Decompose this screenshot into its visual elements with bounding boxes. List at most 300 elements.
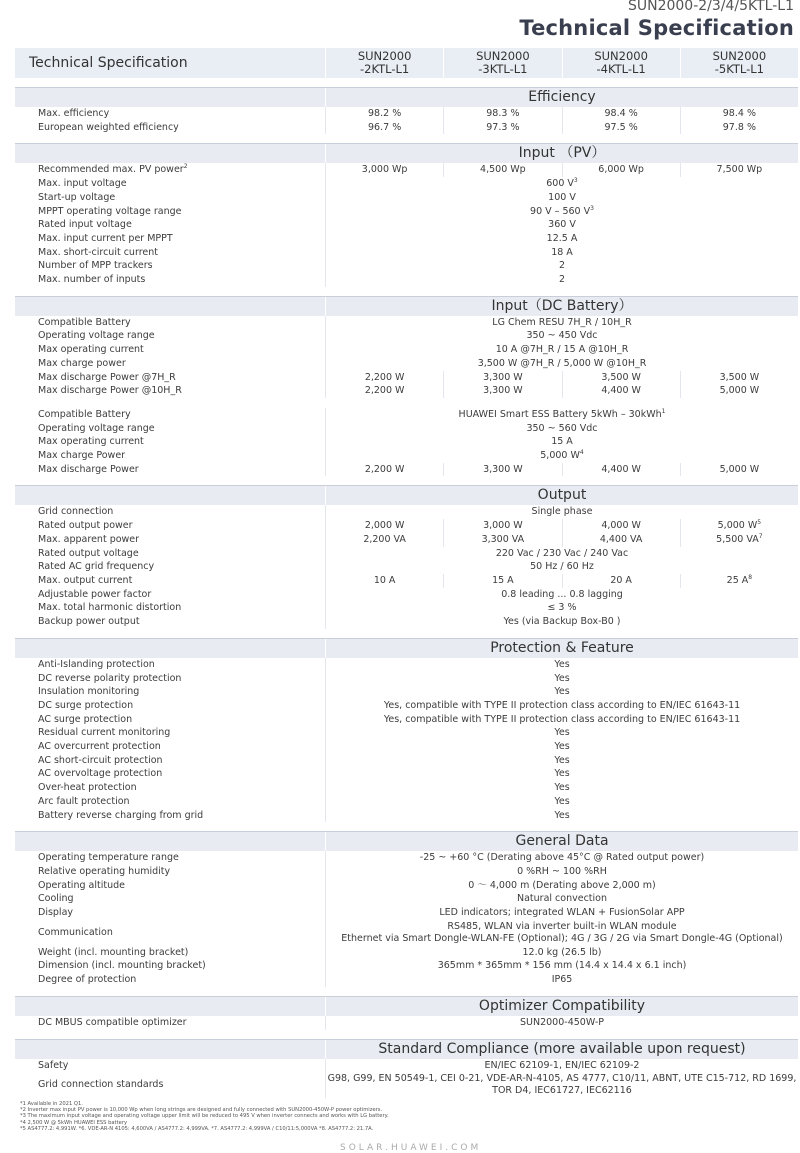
spec-value-shared: [326, 588, 798, 602]
spec-row: [15, 560, 798, 574]
spec-row: [15, 973, 798, 987]
section-header: [15, 831, 798, 851]
footnote: *4 2,500 W @ 5kWh HUAWEI ESS battery: [20, 1119, 128, 1126]
section-title: Input （PV）: [326, 144, 798, 163]
spec-label-text: Max. apparent power: [38, 533, 140, 545]
spec-label-text: Grid connection: [38, 506, 114, 518]
spec-value-cell: [680, 107, 798, 121]
spec-label: [15, 357, 325, 371]
footnote: *2 Inverter max input PV power is 10,000 Wp when long strings are designed and fully connected with SUN2000-450W-P power optimizers.: [20, 1107, 383, 1114]
spec-value-text: 2,000 W: [364, 520, 405, 532]
spec-value-text: SUN2000-450W-P: [520, 1016, 604, 1028]
spec-value-text: 90 V – 560 V: [530, 205, 591, 217]
spec-value-text: 10 A @7H_R / 15 A @10H_R: [495, 344, 629, 356]
spec-row: [15, 449, 798, 463]
spec-value-text: 220 Vac / 230 Vac / 240 Vac: [495, 547, 629, 559]
model-suffix: -5KTL-L1: [714, 62, 764, 76]
spec-values: [325, 685, 798, 699]
spec-value-text: 97.5 %: [604, 121, 638, 133]
footnote-marker: 7: [758, 532, 763, 540]
spec-row: [15, 246, 798, 260]
spec-row: [15, 232, 798, 246]
spec-row: [15, 851, 798, 865]
table-header-label: Technical Specification: [29, 55, 188, 71]
spec-value-text: EN/IEC 62109-1, EN/IEC 62109-2: [484, 1059, 640, 1071]
spec-row: [15, 177, 798, 191]
spec-value-text: 3,300 W: [483, 371, 523, 383]
spec-row: [15, 422, 798, 436]
spec-value-text: 2,200 W: [364, 371, 405, 383]
spec-label: [15, 384, 325, 398]
spec-values: [325, 547, 798, 561]
spec-label-text: Start-up voltage: [38, 191, 116, 203]
spec-value-text: 3,000 W: [483, 520, 523, 532]
spec-value-shared: [326, 699, 798, 713]
spec-label: [15, 163, 325, 177]
spec-row: [15, 519, 798, 533]
spec-value-text: LED indicators; integrated WLAN + FusionSolar APP: [439, 907, 685, 919]
model-name: SUN2000: [476, 49, 530, 63]
spec-value-cell: [562, 107, 680, 121]
spec-row: [15, 547, 798, 561]
spec-value-text: ≤ 3 %: [547, 602, 577, 614]
spec-values: [325, 329, 798, 343]
spec-value-text: 4,400 W: [601, 385, 641, 397]
spec-value-cell: [680, 371, 798, 385]
spec-value-cell: [326, 371, 443, 385]
section-header-spacer: [15, 997, 326, 1016]
spec-value-text: Yes, compatible with TYPE II protection class according to EN/IEC 61643-11: [383, 699, 741, 711]
spec-value-shared: [326, 357, 798, 371]
section-header-spacer: [15, 144, 326, 163]
spec-label: [15, 574, 325, 588]
spec-label-text: Max. efficiency: [38, 108, 110, 119]
spec-value-shared: [326, 795, 798, 809]
section-title: Standard Compliance (more available upon request): [326, 1040, 798, 1059]
spec-label-text: Communication: [38, 926, 113, 938]
spec-value-text: Yes: [554, 672, 570, 684]
footnote: *3 The maximum input voltage and operating voltage upper limit will be reduced to 495 V when inverter connects and works with LG battery.: [20, 1113, 389, 1120]
section-header: [15, 87, 798, 107]
spec-row: [15, 946, 798, 960]
spec-label: [15, 685, 325, 699]
section-header: [15, 1039, 798, 1059]
spec-section: [15, 296, 798, 477]
spec-label: [15, 658, 325, 672]
spec-section: [15, 831, 798, 987]
spec-values: [325, 273, 798, 287]
spec-values: [325, 959, 798, 973]
spec-value-cell: [326, 533, 443, 547]
spec-label: [15, 273, 325, 287]
spec-label: [15, 343, 325, 357]
spec-value-text: 50 Hz / 60 Hz: [530, 561, 594, 573]
spec-value-shared: [326, 946, 798, 960]
section-title: Protection & Feature: [326, 639, 798, 658]
spec-row: [15, 754, 798, 768]
spec-values: [325, 767, 798, 781]
spec-row: [15, 1059, 798, 1073]
spec-label-text: Number of MPP trackers: [38, 260, 153, 272]
spec-value-shared: [326, 809, 798, 823]
spec-value-shared: [326, 767, 798, 781]
spec-label: [15, 435, 325, 449]
spec-value-text: -25 ~ +60 °C (Derating above 45°C @ Rated output power): [419, 852, 705, 864]
spec-value-text: 350 ~ 450 Vdc: [526, 330, 598, 342]
spec-values: [325, 1059, 798, 1073]
spec-value-cell: [326, 574, 443, 588]
spec-row: [15, 316, 798, 330]
spec-label-text: Degree of protection: [38, 974, 137, 986]
spec-value-text: 6,000 Wp: [598, 164, 644, 176]
spec-values: [325, 851, 798, 865]
spec-value-text: 4,500 Wp: [480, 164, 526, 176]
spec-label-text: Display: [38, 907, 74, 919]
spec-section: [15, 638, 798, 822]
spec-label-text: Backup power output: [38, 616, 140, 628]
spec-values: [325, 519, 798, 533]
spec-values: [325, 946, 798, 960]
spec-value-text: 5,000 W: [719, 385, 760, 397]
spec-values: [325, 1016, 798, 1030]
spec-values: [325, 892, 798, 906]
spec-values: [325, 163, 798, 177]
spec-value-text: 2,200 W: [364, 385, 405, 397]
spec-value-shared: [326, 505, 798, 519]
spec-section: [15, 87, 798, 134]
spec-value-text: 2: [558, 260, 566, 272]
spec-value-text: 3,300 W: [483, 463, 523, 475]
section-header-spacer: [15, 1040, 326, 1059]
spec-value-cell: [443, 371, 561, 385]
spec-value-shared: [326, 316, 798, 330]
spec-value-text: HUAWEI Smart ESS Battery 5kWh – 30kWh: [458, 408, 662, 420]
spec-label: [15, 463, 325, 477]
spec-label: [15, 615, 325, 629]
spec-value-text: 18 A: [551, 246, 573, 258]
spec-value-text: 0.8 leading ... 0.8 lagging: [501, 588, 623, 600]
spec-label-text: Grid connection standards: [38, 1079, 164, 1091]
spec-value-shared: [326, 615, 798, 629]
spec-label-text: Battery reverse charging from grid: [38, 809, 204, 821]
spec-label: [15, 754, 325, 768]
spec-label: [15, 533, 325, 547]
spec-value-text: 96.7 %: [368, 121, 402, 133]
spec-value-text: 600 V: [546, 178, 574, 190]
spec-value-shared: [326, 408, 798, 422]
spec-label-text: Max. input current per MPPT: [38, 232, 173, 244]
spec-values: [325, 435, 798, 449]
spec-values: [325, 205, 798, 219]
spec-value-text: 2,200 VA: [363, 533, 406, 545]
spec-label-text: Safety: [38, 1059, 69, 1071]
spec-label: [15, 879, 325, 893]
spec-values: [325, 246, 798, 260]
spec-row: [15, 865, 798, 879]
spec-row: [15, 574, 798, 588]
spec-value-shared: [326, 754, 798, 768]
spec-value-shared: [326, 259, 798, 273]
spec-value-text: 12.0 kg (26.5 lb): [522, 946, 602, 958]
footnote-marker: 1: [661, 407, 666, 415]
spec-value-shared: [326, 560, 798, 574]
spec-value-shared: [326, 343, 798, 357]
spec-value-shared: [326, 879, 798, 893]
spec-label-text: AC surge protection: [38, 713, 133, 725]
spec-value-text: Yes: [554, 658, 570, 670]
spec-value-text: 15 A: [492, 574, 514, 586]
spec-label: [15, 191, 325, 205]
spec-value-text: 4,400 W: [601, 463, 641, 475]
spec-label-text: Recommended max. PV power: [38, 164, 184, 176]
spec-value-cell: [443, 107, 561, 121]
spec-value-text: 5,000 W: [540, 450, 580, 462]
spec-row: [15, 259, 798, 273]
spec-label-text: Rated output power: [38, 520, 133, 532]
spec-label-text: Relative operating humidity: [38, 865, 171, 877]
spec-value-shared: [326, 658, 798, 672]
spec-value-shared: [326, 685, 798, 699]
model-suffix: -4KTL-L1: [596, 62, 646, 76]
spec-value-text: RS485, WLAN via inverter built-in WLAN module: [447, 920, 677, 932]
spec-label: [15, 408, 325, 422]
spec-label-text: Operating temperature range: [38, 852, 179, 864]
spec-row: [15, 906, 798, 920]
spec-value-cell: [443, 121, 561, 135]
spec-value-cell: [326, 463, 443, 477]
spec-values: [325, 754, 798, 768]
spec-label: [15, 726, 325, 740]
spec-label-text: Weight (incl. mounting bracket): [38, 946, 189, 958]
spec-label: [15, 177, 325, 191]
model-column-4ktl: [562, 48, 680, 78]
section-header-spacer: [15, 486, 326, 505]
spec-value-text: 3,300 VA: [481, 533, 525, 545]
spec-label: [15, 892, 325, 906]
spec-label: [15, 316, 325, 330]
spec-label-text: European weighted efficiency: [38, 121, 179, 133]
spec-value-cell: [443, 574, 561, 588]
spec-value-text: 365mm * 365mm * 156 mm (14.4 x 14.4 x 6.1 inch): [437, 960, 687, 972]
spec-values: [325, 809, 798, 823]
spec-label: [15, 519, 325, 533]
spec-value-text-line2: Ethernet via Smart Dongle-WLAN-FE (Optional); 4G / 3G / 2G via Smart Dongle-4G (Optional): [341, 932, 783, 944]
spec-value-cell: [443, 384, 561, 398]
spec-value-shared: [326, 422, 798, 436]
spec-values: [325, 795, 798, 809]
section-header: [15, 485, 798, 505]
spec-value-text: Yes: [554, 754, 570, 766]
spec-value-cell: [680, 121, 798, 135]
spec-values: [325, 177, 798, 191]
spec-label: [15, 906, 325, 920]
section-header: [15, 143, 798, 163]
spec-label-text: DC reverse polarity protection: [38, 672, 182, 684]
spec-label: [15, 560, 325, 574]
spec-label: [15, 205, 325, 219]
spec-value-cell: [326, 121, 443, 135]
spec-label: [15, 449, 325, 463]
spec-label-text: Residual current monitoring: [38, 727, 171, 739]
spec-value-text: IP65: [551, 974, 573, 986]
spec-row: [15, 713, 798, 727]
spec-row: [15, 781, 798, 795]
spec-value-text: 98.2 %: [368, 108, 402, 119]
spec-value-text: Single phase: [531, 506, 593, 518]
spec-values: [325, 533, 798, 547]
spec-row: [15, 601, 798, 615]
spec-label-text: Max discharge Power @10H_R: [38, 385, 182, 397]
spec-value-text: 25 A: [726, 574, 749, 586]
spec-value-shared: [326, 205, 798, 219]
spec-values: [325, 422, 798, 436]
spec-label: [15, 672, 325, 686]
spec-row: [15, 1016, 798, 1030]
spec-value-text: 20 A: [610, 574, 632, 586]
spec-row: [15, 588, 798, 602]
spec-label: [15, 1072, 325, 1098]
spec-value-shared: [326, 865, 798, 879]
spec-value-shared: [326, 246, 798, 260]
spec-row: [15, 371, 798, 385]
spec-value-cell: [443, 163, 561, 177]
spec-value-text: 5,500 VA: [716, 533, 759, 545]
spec-values: [325, 384, 798, 398]
spec-label-text: Rated AC grid frequency: [38, 561, 155, 573]
spec-value-cell: [326, 163, 443, 177]
spec-label-text: Insulation monitoring: [38, 686, 140, 698]
spec-label-text: Rated output voltage: [38, 547, 139, 559]
spec-label-text: Dimension (incl. mounting bracket): [38, 960, 206, 972]
spec-values: [325, 588, 798, 602]
section-header: [15, 296, 798, 316]
spec-label: [15, 422, 325, 436]
website-url: SOLAR.HUAWEI.COM: [340, 1143, 482, 1153]
spec-value-text: Yes: [554, 768, 570, 780]
spec-value-text: 15 A: [551, 436, 573, 448]
spec-section: [15, 143, 798, 286]
spec-values: [325, 343, 798, 357]
spec-values: [325, 505, 798, 519]
spec-row: [15, 408, 798, 422]
spec-value-text-line2: TOR D4, IEC61727, IEC62116: [492, 1085, 632, 1097]
spec-label-text: Compatible Battery: [38, 316, 131, 328]
spec-values: [325, 357, 798, 371]
spec-value-cell: [562, 384, 680, 398]
spec-row: [15, 658, 798, 672]
spec-label-text: Max operating current: [38, 436, 144, 448]
spec-value-cell: [326, 107, 443, 121]
section-title: Input（DC Battery）: [326, 297, 798, 316]
footnote-marker: 3: [573, 177, 578, 185]
spec-value-text: 0 %RH ~ 100 %RH: [517, 865, 607, 877]
spec-value-shared: [326, 781, 798, 795]
spec-label-text: Max. short-circuit current: [38, 246, 158, 258]
spec-value-text: 97.3 %: [486, 121, 520, 133]
spec-row: [15, 920, 798, 946]
spec-values: [325, 259, 798, 273]
spec-row: [15, 218, 798, 232]
spec-value-text: 350 ~ 560 Vdc: [526, 422, 598, 434]
spec-label-text: Max discharge Power @7H_R: [38, 371, 176, 383]
spec-value-shared: [326, 273, 798, 287]
spec-row: [15, 273, 798, 287]
spec-row: [15, 357, 798, 371]
section-title: General Data: [326, 832, 798, 851]
spec-row: [15, 191, 798, 205]
spec-values: [325, 865, 798, 879]
spec-label-text: Operating altitude: [38, 879, 125, 891]
spec-values: [325, 906, 798, 920]
spec-values: [325, 658, 798, 672]
spec-value-text: LG Chem RESU 7H_R / 10H_R: [492, 316, 632, 328]
model-suffix: -3KTL-L1: [478, 62, 528, 76]
spec-label: [15, 547, 325, 561]
spec-row: [15, 879, 798, 893]
spec-value-cell: [680, 163, 798, 177]
spec-label-text: Rated input voltage: [38, 219, 132, 231]
spec-label-text: AC overvoltage protection: [38, 768, 163, 780]
model-column-5ktl: [680, 48, 798, 78]
model-series: SUN2000-2/3/4/5KTL-L1: [627, 0, 794, 14]
model-column-3ktl: [443, 48, 561, 78]
spec-label: [15, 505, 325, 519]
spec-label: [15, 371, 325, 385]
model-column-2ktl: [325, 48, 443, 78]
spec-row: [15, 795, 798, 809]
spec-value-shared: [326, 1072, 798, 1098]
spec-row: [15, 205, 798, 219]
spec-label-text: Max discharge Power: [38, 463, 139, 475]
model-name: SUN2000: [357, 49, 412, 63]
spec-label-text: Max. input voltage: [38, 178, 127, 190]
spec-label: [15, 107, 325, 121]
spec-value-cell: [680, 519, 798, 533]
spec-value-shared: [326, 920, 798, 946]
spec-value-text: 5,000 W: [717, 520, 758, 532]
spec-label-text: DC surge protection: [38, 699, 134, 711]
spec-value-text: G98, G99, EN 50549-1, CEI 0-21, VDE-AR-N-4105, AS 4777, C10/11, ABNT, UTE C15-712, RD 1699,: [327, 1073, 797, 1085]
spec-value-text: 98.4 %: [722, 108, 756, 119]
spec-value-text: Natural convection: [516, 893, 607, 905]
model-name: SUN2000: [712, 49, 767, 63]
spec-values: [325, 449, 798, 463]
spec-value-cell: [326, 384, 443, 398]
spec-label-text: Max. number of inputs: [38, 274, 146, 286]
spec-values: [325, 879, 798, 893]
spec-value-text: 3,500 W @7H_R / 5,000 W @10H_R: [477, 357, 647, 369]
row-spacer: [15, 398, 798, 408]
section-title: Output: [326, 486, 798, 505]
spec-row: [15, 107, 798, 121]
spec-row: [15, 809, 798, 823]
section-header-spacer: [15, 297, 326, 316]
spec-row: [15, 533, 798, 547]
spec-value-shared: [326, 449, 798, 463]
spec-values: [325, 615, 798, 629]
spec-label-text: Max. output current: [38, 574, 133, 586]
spec-label: [15, 809, 325, 823]
spec-value-shared: [326, 1016, 798, 1030]
spec-values: [325, 121, 798, 135]
spec-label: [15, 851, 325, 865]
spec-row: [15, 699, 798, 713]
spec-row: [15, 959, 798, 973]
spec-label: [15, 767, 325, 781]
spec-values: [325, 699, 798, 713]
spec-label: [15, 121, 325, 135]
spec-row: [15, 740, 798, 754]
